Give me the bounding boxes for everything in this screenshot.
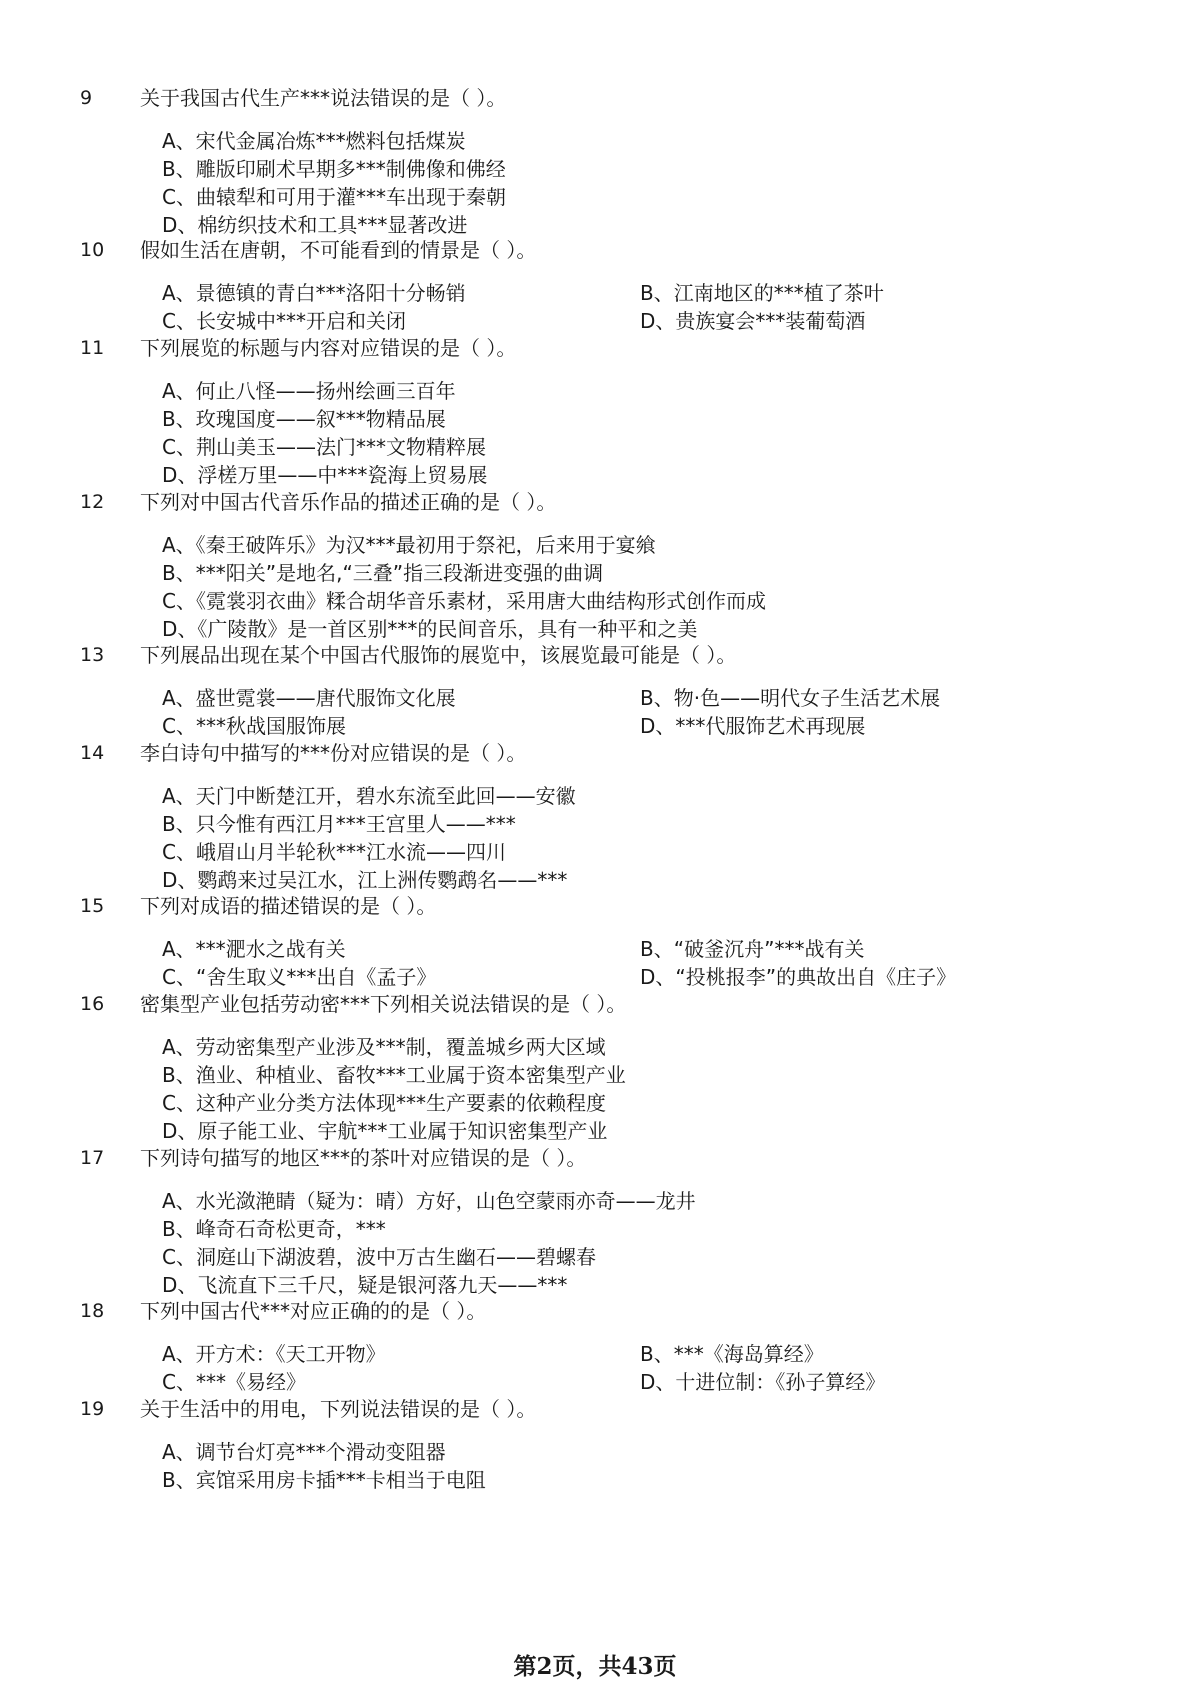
answer-option: A、天门中断楚江开，碧水东流至此回——安徽 (162, 784, 576, 808)
answer-option: D、《广陵散》是一首区别***的民间音乐，具有一种平和之美 (162, 617, 698, 641)
answer-option: A、宋代金属冶炼***燃料包括煤炭 (162, 129, 466, 153)
answer-option: A、开方术：《天工开物》 (162, 1342, 386, 1366)
answer-option: C、峨眉山月半轮秋***江水流——四川 (162, 840, 506, 864)
question-stem: 关于我国古代生产***说法错误的是（ ）。 (140, 86, 507, 110)
answer-option: D、浮槎万里——中***瓷海上贸易展 (162, 463, 488, 487)
answer-option: B、玫瑰国度——叙***物精品展 (162, 407, 446, 431)
answer-option: B、物·色——明代女子生活艺术展 (640, 686, 941, 710)
answer-option: D、“投桃报李”的典故出自《庄子》 (640, 965, 957, 989)
answer-option: B、只今惟有西江月***王宫里人——*** (162, 812, 516, 836)
question-stem: 下列对成语的描述错误的是（ ）。 (140, 894, 437, 918)
answer-option: B、江南地区的***植了茶叶 (640, 281, 884, 305)
question-number: 14 (80, 742, 105, 764)
answer-option: B、峰奇石奇松更奇，*** (162, 1217, 386, 1241)
answer-option: A、调节台灯亮***个滑动变阻器 (162, 1440, 446, 1464)
answer-option: C、***《易经》 (162, 1370, 306, 1394)
question-number: 19 (80, 1398, 105, 1420)
question-stem: 下列对中国古代音乐作品的描述正确的是（ ）。 (140, 490, 557, 514)
answer-option: B、雕版印刷术早期多***制佛像和佛经 (162, 157, 506, 181)
answer-option: C、《霓裳羽衣曲》糅合胡华音乐素材，采用唐大曲结构形式创作而成 (162, 589, 766, 613)
answer-option: D、原子能工业、宇航***工业属于知识密集型产业 (162, 1119, 608, 1143)
question-stem: 关于生活中的用电，下列说法错误的是（ ）。 (140, 1397, 537, 1421)
question-number: 16 (80, 993, 105, 1015)
question-number: 11 (80, 337, 105, 359)
question-number: 15 (80, 895, 105, 917)
answer-option: A、景德镇的青白***洛阳十分畅销 (162, 281, 466, 305)
answer-option: B、“破釜沉舟”***战有关 (640, 937, 865, 961)
question-number: 13 (80, 644, 105, 666)
answer-option: C、***秋战国服饰展 (162, 714, 346, 738)
answer-option: C、“舍生取义***出自《孟子》 (162, 965, 437, 989)
question-number: 18 (80, 1300, 105, 1322)
answer-option: A、劳动密集型产业涉及***制，覆盖城乡两大区域 (162, 1035, 606, 1059)
question-stem: 下列展览的标题与内容对应错误的是（ ）。 (140, 336, 517, 360)
answer-option: B、***阳关”是地名,“三叠”指三段渐进变强的曲调 (162, 561, 604, 585)
answer-option: D、贵族宴会***装葡萄酒 (640, 309, 866, 333)
answer-option: C、这种产业分类方法体现***生产要素的依赖程度 (162, 1091, 606, 1115)
question-stem: 密集型产业包括劳动密***下列相关说法错误的是（ ）。 (140, 992, 627, 1016)
answer-option: A、水光潋滟睛（疑为：晴）方好，山色空蒙雨亦奇——龙井 (162, 1189, 696, 1213)
answer-option: C、长安城中***开启和关闭 (162, 309, 406, 333)
answer-option: D、十进位制：《孙子算经》 (640, 1370, 886, 1394)
answer-option: B、渔业、种植业、畜牧***工业属于资本密集型产业 (162, 1063, 626, 1087)
question-number: 17 (80, 1147, 105, 1169)
question-stem: 李白诗句中描写的***份对应错误的是（ ）。 (140, 741, 527, 765)
answer-option: C、曲辕犁和可用于灌***车出现于秦朝 (162, 185, 506, 209)
answer-option: A、《秦王破阵乐》为汉***最初用于祭祀，后来用于宴飨 (162, 533, 656, 557)
question-stem: 下列诗句描写的地区***的茶叶对应错误的是（ ）。 (140, 1146, 587, 1170)
answer-option: C、洞庭山下湖波碧，波中万古生幽石——碧螺春 (162, 1245, 596, 1269)
answer-option: C、荆山美玉——法门***文物精粹展 (162, 435, 486, 459)
answer-option: D、棉纺织技术和工具***显著改进 (162, 213, 468, 237)
question-stem: 假如生活在唐朝，不可能看到的情景是（ ）。 (140, 238, 537, 262)
question-stem: 下列展品出现在某个中国古代服饰的展览中，该展览最可能是（ ）。 (140, 643, 737, 667)
answer-option: A、盛世霓裳——唐代服饰文化展 (162, 686, 456, 710)
answer-option: B、***《海岛算经》 (640, 1342, 824, 1366)
answer-option: B、宾馆采用房卡插***卡相当于电阻 (162, 1468, 486, 1492)
question-number: 9 (80, 87, 93, 109)
question-stem: 下列中国古代***对应正确的的是（ ）。 (140, 1299, 487, 1323)
question-number: 12 (80, 491, 105, 513)
page-footer: 第2页，共43页 (513, 1653, 677, 1680)
answer-option: D、***代服饰艺术再现展 (640, 714, 866, 738)
answer-option: A、何止八怪——扬州绘画三百年 (162, 379, 456, 403)
question-number: 10 (80, 239, 105, 261)
answer-option: D、鹦鹉来过吴江水，江上洲传鹦鹉名——*** (162, 868, 568, 892)
answer-option: A、***淝水之战有关 (162, 937, 346, 961)
answer-option: D、飞流直下三千尺，疑是银河落九天——*** (162, 1273, 568, 1297)
